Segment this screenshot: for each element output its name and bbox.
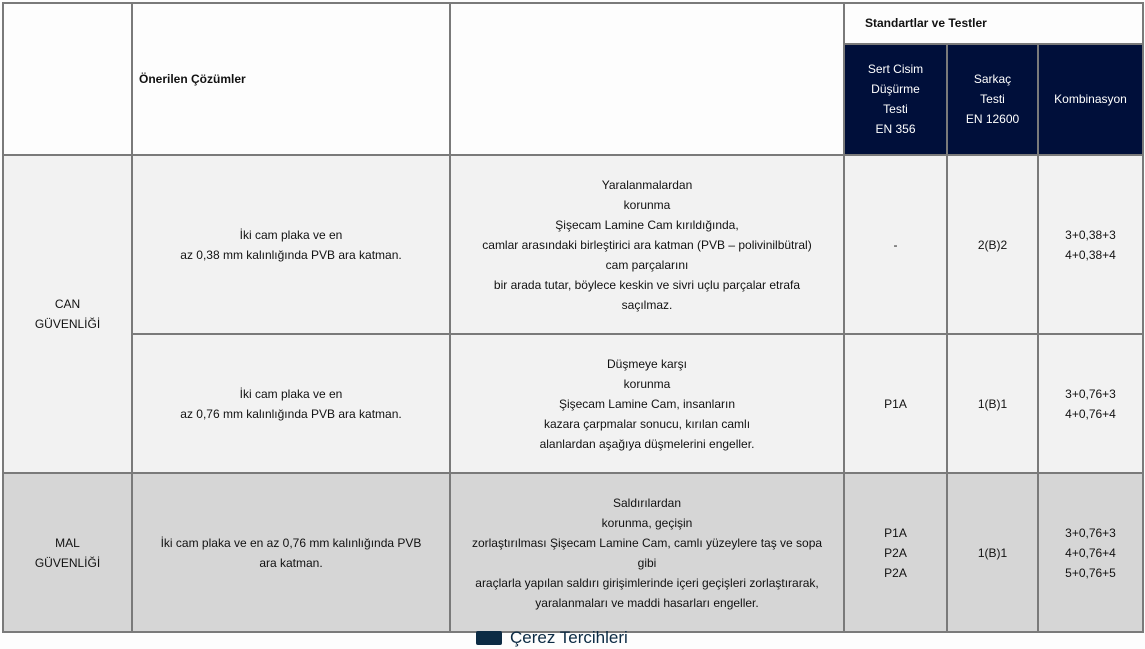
table-row	[3, 473, 1143, 632]
combination-cell	[1038, 334, 1143, 473]
header-en356	[844, 44, 947, 155]
combination-cell	[1038, 155, 1143, 334]
description-line: korunma	[623, 197, 671, 212]
header-en12600	[947, 44, 1038, 155]
description-line: cam parçalarını	[605, 257, 689, 272]
description-line: camlar arasındaki birleştirici ara katman (PVB – polivinilbütral)	[482, 237, 812, 252]
en12600-cell	[947, 155, 1038, 334]
en12600-cell	[947, 473, 1038, 632]
header-line: Testi	[980, 92, 1005, 107]
description-line: bir arada tutar, böylece keskin ve sivri uçlu parçalar etrafa	[493, 277, 801, 292]
en356-value: P2A	[884, 545, 907, 560]
category-line: GÜVENLİĞİ	[34, 555, 101, 570]
cookie-preferences-label: Çerez Tercihleri	[510, 628, 628, 647]
description-cell	[450, 473, 844, 632]
combination-value: 4+0,38+4	[1065, 247, 1116, 262]
header-combination	[1038, 44, 1143, 155]
header-empty-cell	[3, 3, 132, 155]
description-line: yaralanmaları ve maddi hasarları engeller.	[535, 595, 759, 610]
description-line: saçılmaz.	[621, 297, 673, 312]
solutions-label: Önerilen Çözümler	[139, 72, 246, 86]
category-cell	[3, 473, 132, 632]
header-line: Kombinasyon	[1054, 92, 1127, 107]
en356-cell	[844, 334, 947, 473]
description-line: Yaralanmalardan	[601, 177, 693, 192]
en12600-value: 2(B)2	[977, 237, 1008, 252]
description-line: alanlardan aşağıya düşmelerini engeller.	[539, 436, 755, 451]
solution-line: İki cam plaka ve en az 0,76 mm kalınlığında PVB	[160, 535, 422, 550]
header-description-empty	[450, 3, 844, 155]
en12600-cell	[947, 334, 1038, 473]
table-row	[3, 334, 1143, 473]
combination-value: 3+0,76+3	[1065, 386, 1116, 401]
header-solutions	[132, 3, 450, 155]
combination-value: 5+0,76+5	[1065, 565, 1116, 580]
header-line: Sarkaç	[973, 72, 1012, 87]
solution-cell	[132, 334, 450, 473]
en356-value: -	[893, 237, 898, 252]
solution-line: İki cam plaka ve en	[239, 227, 343, 242]
solution-line: az 0,76 mm kalınlığında PVB ara katman.	[180, 406, 402, 421]
en356-value: P2A	[884, 565, 907, 580]
category-line: MAL	[55, 535, 80, 550]
en12600-value: 1(B)1	[977, 545, 1008, 560]
en356-value: P1A	[884, 396, 907, 411]
header-line: Testi	[883, 102, 908, 117]
en356-value: P1A	[884, 525, 907, 540]
header-standards	[844, 3, 1143, 44]
solution-line: az 0,38 mm kalınlığında PVB ara katman.	[180, 247, 402, 262]
cookie-preferences-button[interactable]	[476, 627, 628, 649]
description-line: kazara çarpmalar sonucu, kırılan camlı	[543, 416, 751, 431]
combination-value: 4+0,76+4	[1065, 406, 1116, 421]
category-line: GÜVENLİĞİ	[34, 317, 101, 331]
table-row	[3, 155, 1143, 334]
en356-cell	[844, 155, 947, 334]
description-line: Şişecam Lamine Cam kırıldığında,	[555, 217, 739, 232]
description-cell	[450, 155, 844, 334]
description-line: Şişecam Lamine Cam, insanların	[558, 396, 736, 411]
header-line: Düşürme	[871, 82, 920, 97]
combination-value: 4+0,76+4	[1065, 545, 1116, 560]
cookie-icon	[476, 631, 502, 645]
description-line: zorlaştırılması Şişecam Lamine Cam, camlı yüzeylere taş ve sopa	[471, 535, 823, 550]
description-line: Düşmeye karşı	[606, 356, 688, 371]
description-line: gibi	[637, 555, 657, 570]
header-line: EN 356	[875, 122, 916, 137]
combination-value: 3+0,76+3	[1065, 525, 1116, 540]
header-line: Sert Cisim	[867, 62, 924, 77]
description-cell	[450, 334, 844, 473]
solution-line: İki cam plaka ve en	[239, 386, 343, 401]
description-line: Saldırılardan	[612, 495, 682, 510]
category-line: CAN	[54, 297, 81, 311]
standards-table	[2, 2, 1144, 633]
header-line: EN 12600	[965, 112, 1020, 127]
description-line: korunma, geçişin	[601, 515, 693, 530]
solution-cell	[132, 473, 450, 632]
solution-line: ara katman.	[259, 555, 323, 570]
description-line: araçlarla yapılan saldırı girişimlerinde içeri geçişleri zorlaştırarak,	[475, 575, 819, 590]
combination-cell	[1038, 473, 1143, 632]
en356-cell	[844, 473, 947, 632]
description-line: korunma	[623, 376, 671, 391]
category-cell	[3, 155, 132, 473]
standards-label: Standartlar ve Testler	[865, 16, 987, 31]
en12600-value: 1(B)1	[977, 396, 1008, 411]
combination-value: 3+0,38+3	[1065, 227, 1116, 242]
solution-cell	[132, 155, 450, 334]
